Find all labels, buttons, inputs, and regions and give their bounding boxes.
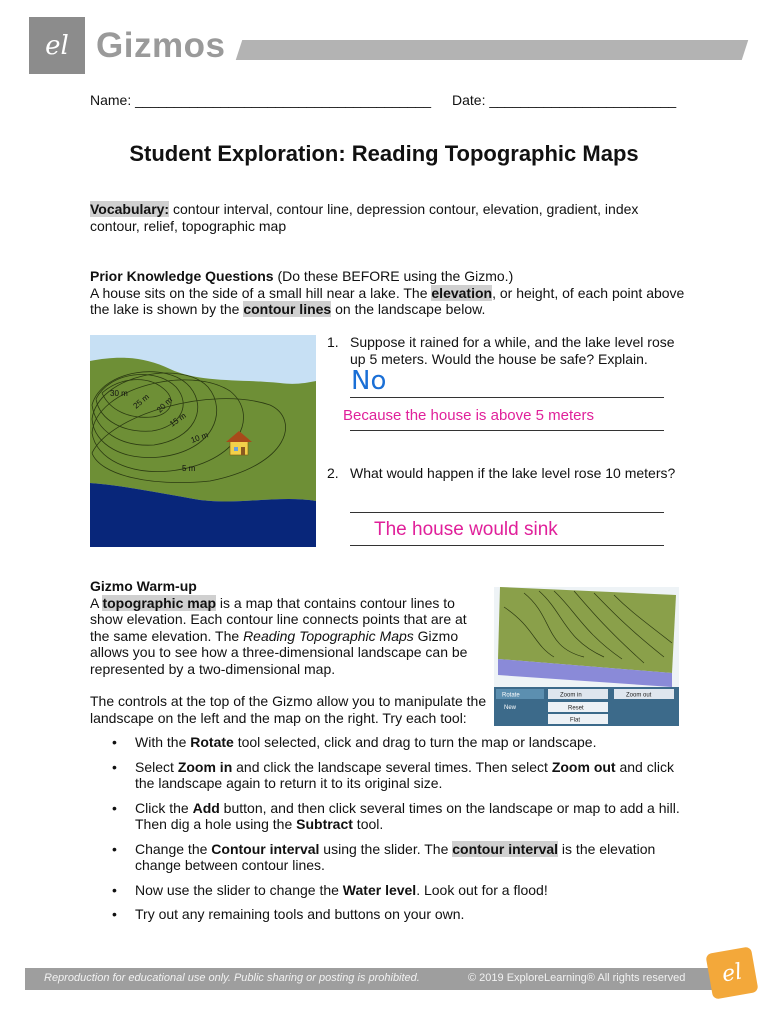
- footer-notice: Reproduction for educational use only. Public sharing or posting is prohibited.: [44, 972, 420, 984]
- answer-line: [350, 430, 664, 431]
- header-bar: [236, 40, 748, 60]
- flat-button: Flat: [570, 717, 581, 724]
- list-item: • Select Zoom in and click the landscape several times. Then select Zoom out and click the landscape again to return it to its original size.: [108, 759, 688, 792]
- list-item: • With the Rotate tool selected, click and drag to turn the map or landscape.: [108, 734, 688, 751]
- contour-label: 10 m: [189, 430, 210, 445]
- gizmo-screenshot: [494, 587, 679, 726]
- warmup-heading: Gizmo Warm-up: [90, 578, 197, 594]
- answer-1-handwritten: No: [351, 366, 387, 396]
- new-button: New: [504, 705, 517, 711]
- contour-label: 20 m: [155, 395, 174, 415]
- contour-label: 15 m: [167, 411, 188, 429]
- list-item: • Try out any remaining tools and buttons on your own.: [108, 906, 688, 923]
- answer-line: [350, 397, 664, 398]
- question-1: 1. Suppose it rained for a while, and the lake level rose up 5 meters. Would the house be safe? Explain.: [327, 334, 675, 367]
- vocabulary-section: [90, 201, 680, 234]
- explorelearning-footer-logo: el: [705, 946, 758, 999]
- list-item: • Click the Add button, and then click several times on the landscape or map to add a hill. Then dig a hole using the Subtract tool.: [108, 800, 688, 833]
- question-2: 2. What would happen if the lake level rose 10 meters?: [327, 465, 676, 481]
- vocabulary-terms: contour interval, contour line, depression contour, elevation, gradient, index contour, relief, topographic map: [90, 201, 639, 234]
- reset-button: Reset: [568, 705, 584, 712]
- answer-line: [350, 512, 664, 513]
- warmup-section: Gizmo Warm-up A topographic map is a map that contains contour lines to show elevation. Each contour line connects points that are at the same elevation. The Reading Topographic Maps Gizmo allows you to see how a three-dimensional landscape can be represented by a two-dimensional map.: [90, 578, 468, 677]
- zoom-in-button: Zoom in: [560, 692, 582, 699]
- contour-label: 30 m: [110, 389, 128, 398]
- landscape-image: [90, 335, 316, 547]
- answer-1-explanation: Because the house is above 5 meters: [343, 407, 594, 424]
- contour-label: 25 m: [131, 392, 151, 411]
- zoom-out-button: Zoom out: [626, 692, 652, 699]
- rotate-button: Rotate: [502, 692, 520, 699]
- contour-label: 5 m: [182, 464, 196, 473]
- controls-paragraph: The controls at the top of the Gizmo allow you to manipulate the landscape on the left and the map on the right. Try each tool:: [90, 693, 487, 726]
- prior-heading: Prior Knowledge Questions: [90, 268, 274, 284]
- answer-line: [350, 545, 664, 546]
- prior-knowledge-section: Prior Knowledge Questions (Do these BEFORE using the Gizmo.) A house sits on the side of a small hill near a lake. The elevation, or height, of each point above the lake is shown by the contour lines on the landscape below.: [90, 268, 685, 317]
- vocabulary-label: Vocabulary:: [90, 201, 170, 217]
- tools-list: [108, 734, 688, 931]
- gizmos-brand: Gizmos: [96, 26, 226, 65]
- answer-2-handwritten: The house would sink: [374, 519, 558, 540]
- explorelearning-logo: el: [29, 17, 85, 74]
- name-field: Name: ______________________________________: [90, 92, 431, 108]
- page-title: Student Exploration: Reading Topographic Maps: [129, 141, 639, 166]
- list-item: • Now use the slider to change the Water level. Look out for a flood!: [108, 882, 688, 899]
- footer-copyright: © 2019 ExploreLearning® All rights reserved: [468, 972, 686, 984]
- list-item: • Change the Contour interval using the slider. The contour interval is the elevation change between contour lines.: [108, 841, 688, 874]
- date-field: Date: ________________________: [452, 92, 677, 108]
